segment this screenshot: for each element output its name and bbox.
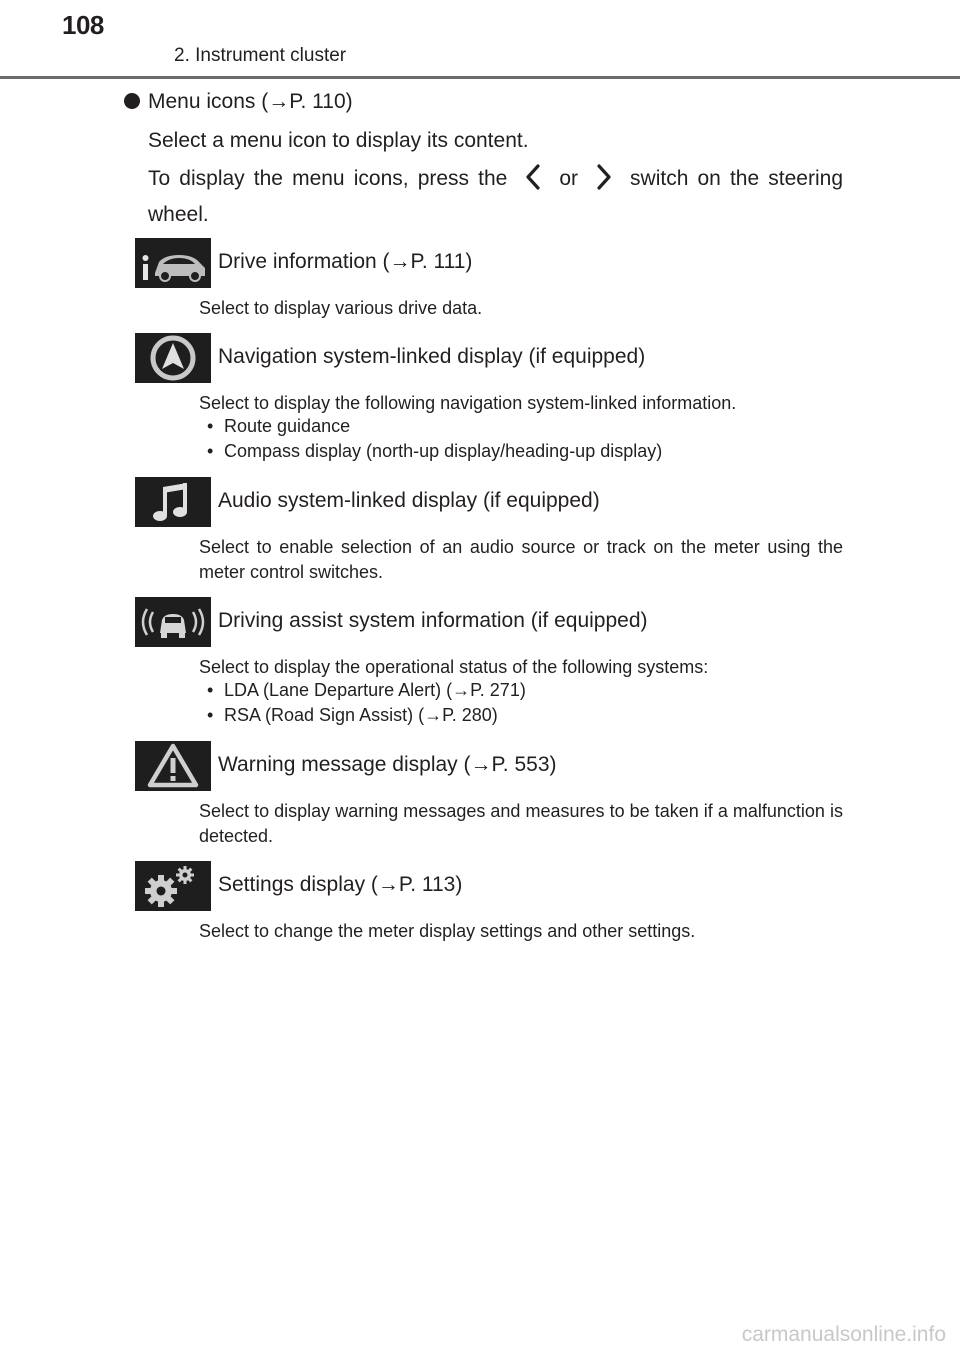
driving-assist-bullet-1 — [207, 680, 526, 701]
navigation-icon — [135, 333, 211, 383]
intro-line-2 — [148, 163, 843, 230]
drive-information-icon — [135, 238, 211, 288]
intro-line-2-or: or — [559, 167, 579, 190]
bullet-dot: • — [207, 416, 214, 436]
drive-information-title: Drive information (→P. 111) — [218, 250, 473, 273]
menu-icons-heading-text: Menu icons (→P. 110) — [148, 90, 353, 113]
chevron-right-icon — [596, 164, 612, 199]
settings-gears-icon — [135, 861, 211, 911]
bullet-dot: • — [207, 705, 214, 725]
navigation-bullet-2 — [207, 441, 662, 462]
header-rule — [0, 76, 960, 79]
intro-line-2-start: To display the menu icons, press the — [148, 167, 508, 190]
menu-icons-heading — [124, 90, 353, 114]
driving-assist-bullet-2 — [207, 705, 498, 726]
driving-assist-title: Driving assist system information (if equipped) — [218, 609, 648, 632]
bullet-dot: • — [207, 441, 214, 461]
drive-information-description: Select to display various drive data. — [199, 298, 483, 318]
warning-icon — [135, 741, 211, 791]
navigation-bullet-1-text: Route guidance — [224, 416, 351, 436]
section-title: 2. Instrument cluster — [174, 45, 347, 66]
navigation-bullet-2-text: Compass display (north-up display/heading-up display) — [224, 441, 663, 461]
navigation-bullet-1 — [207, 416, 350, 437]
navigation-title: Navigation system-linked display (if equipped) — [218, 345, 646, 368]
audio-title: Audio system-linked display (if equipped) — [218, 489, 600, 512]
chevron-left-icon — [525, 164, 541, 199]
bullet-circle-icon — [124, 93, 140, 109]
navigation-description: Select to display the following navigation system-linked information. — [199, 393, 737, 413]
driving-assist-bullet-1-text: LDA (Lane Departure Alert) (→P. 271) — [224, 680, 526, 700]
page-number: 108 — [62, 10, 104, 40]
music-note-icon — [135, 477, 211, 527]
intro-line-2-end: switch on the steering wheel. — [148, 167, 843, 226]
warning-title: Warning message display (→P. 553) — [218, 753, 557, 776]
intro-line-1: Select a menu icon to display its content. — [148, 129, 529, 152]
audio-description: Select to enable selection of an audio source or track on the meter using the meter control switches. — [199, 537, 843, 582]
driving-assist-icon — [135, 597, 211, 647]
driving-assist-bullet-2-text: RSA (Road Sign Assist) (→P. 280) — [224, 705, 498, 725]
settings-title: Settings display (→P. 113) — [218, 873, 463, 896]
settings-description: Select to change the meter display settings and other settings. — [199, 921, 696, 941]
driving-assist-description: Select to display the operational status of the following systems: — [199, 657, 709, 677]
warning-description: Select to display warning messages and measures to be taken if a malfunction is detected. — [199, 801, 843, 846]
bullet-dot: • — [207, 680, 214, 700]
watermark: carmanualsonline.info — [741, 1323, 946, 1346]
